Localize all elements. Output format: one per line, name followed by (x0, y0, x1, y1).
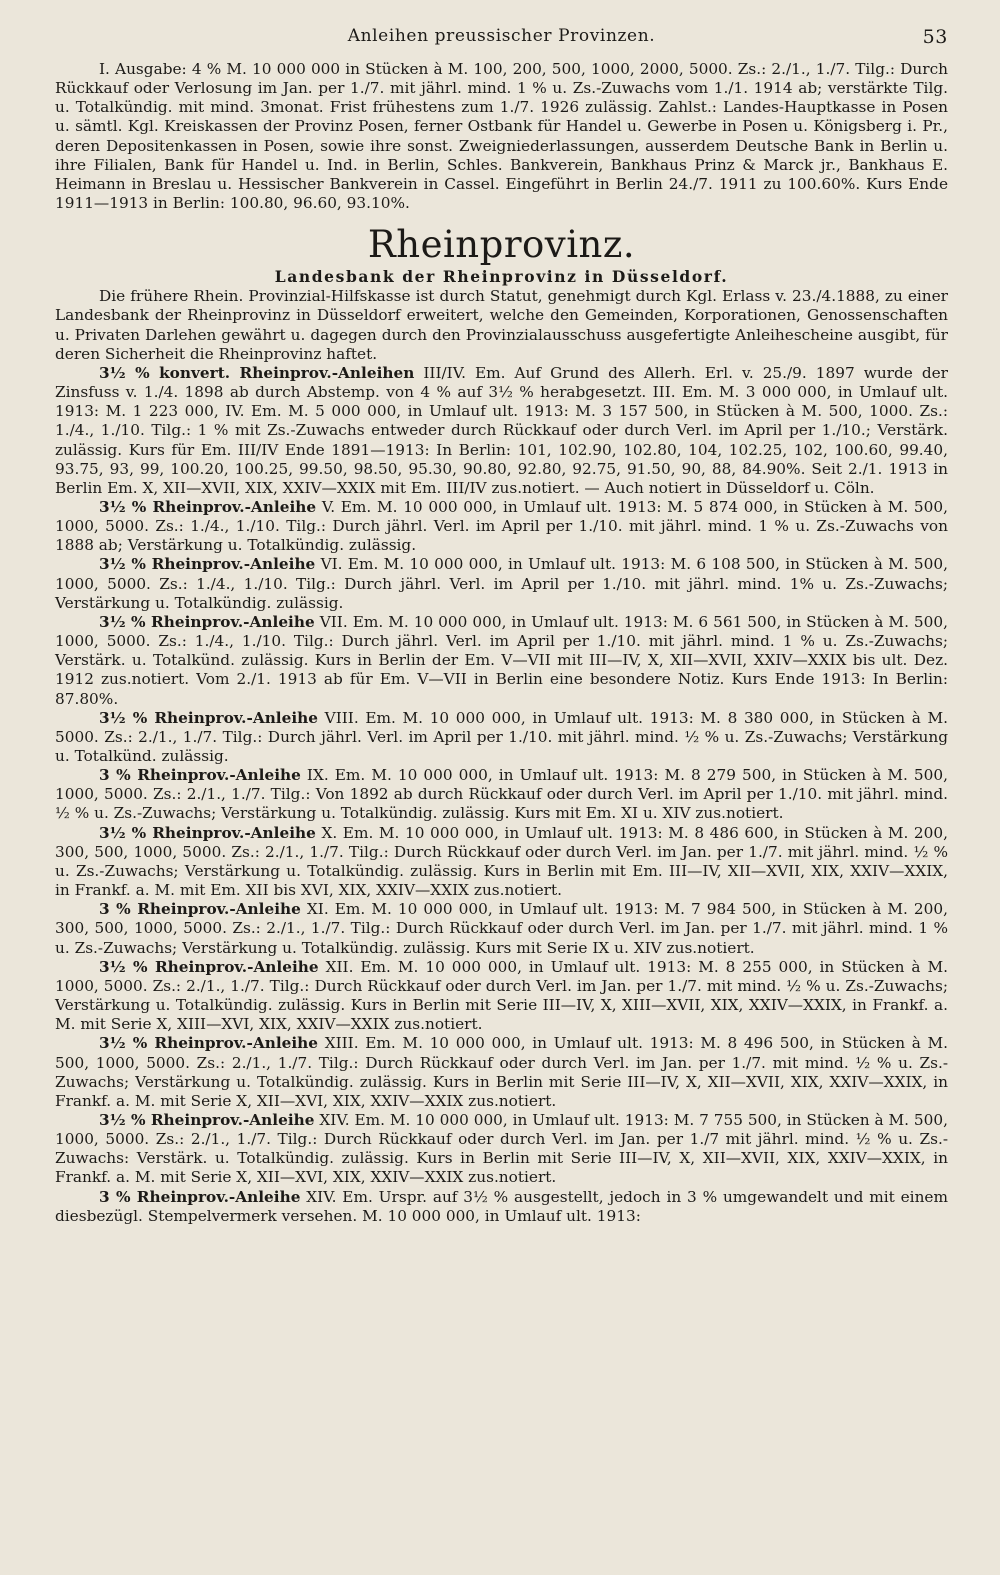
entry-text: X. Em. M. 10 000 000, in Umlauf ult. 1913: M. 8 486 600, in Stücken à M. 200, 300, 500, 1000, 5000. Zs.: 2./1., 1./7. Tilg.: Durch Rückkauf oder durch Verl. im Jan. per 1./7. mit jährl. mind. ½ % u. Zs.-Zuwachs; Verstärkung u. Totalkündig. zulässig. Kurs in Berlin mit Em. III—IV, XII—XVII, XIX, XXIV—XXIX, in Frankf. a. M. mit Em. XII bis XVI, XIX, XXIV—XXIX zus.notiert. (55, 823, 948, 900)
intro-paragraph: I. Ausgabe: 4 % M. 10 000 000 in Stücken à M. 100, 200, 500, 1000, 2000, 5000. Zs.: 2./1., 1./7. Tilg.: Durch Rückkauf oder Verlosung im Jan. per 1./7. mit jährl. mind. 1 % u. Zs.-Zuwachs vom 1./1. 1914 ab; verstärkte Tilg. u. Totalkündig. mit mind. 3monat. Frist frühestens zum 1./7. 1926 zulässig. Zahlst.: Landes-Hauptkasse in Posen u. sämtl. Kgl. Kreiskassen der Provinz Posen, ferner Ostbank für Handel u. Gewerbe in Posen u. Königsberg i. Pr., deren Depositenkassen in Posen, sowie ihre sonst. Zweigniederlassungen, ausserdem Deutsche Bank in Berlin u. ihre Filialen, Bank für Handel u. Ind. in Berlin, Schles. Bankverein, Bankhaus Prinz & Marck jr., Bankhaus E. Heimann in Breslau u. Hessischer Bankverein in Cassel. Eingeführt in Berlin 24./7. 1911 zu 100.60%. Kurs Ende 1911—1913 in Berlin: 100.80, 96.60, 93.10%. (55, 60, 948, 213)
entry-text: VI. Em. M. 10 000 000, in Umlauf ult. 1913: M. 6 108 500, in Stücken à M. 500, 1000, 5000. Zs.: 1./4., 1./10. Tilg.: Durch jährl. Verl. im April per 1./10. mit jährl. mind. 1% u. Zs.-Zuwachs; Verstärkung u. Totalkündig. zulässig. (55, 555, 948, 612)
entry-lead: 3½ % Rheinprov.-Anleihe (99, 708, 319, 727)
entry-paragraph (55, 900, 948, 957)
entry-text: XIV. Em. Urspr. auf 3½ % ausgestellt, jedoch in 3 % umgewandelt und mit einem diesbezügl. Stempelvermerk versehen. M. 10 000 000, in Umlauf ult. 1913: (55, 1187, 948, 1225)
entry-lead: 3½ % Rheinprov.-Anleihe (99, 497, 317, 516)
page-number: 53 (922, 26, 948, 48)
section-title: Rheinprovinz. (367, 223, 636, 267)
entry-paragraph (55, 824, 948, 901)
entry-text: IX. Em. M. 10 000 000, in Umlauf ult. 1913: M. 8 279 500, in Stücken à M. 500, 1000, 5000. Zs.: 2./1., 1./7. Tilg.: Von 1892 ab durch Rückkauf oder durch Verl. im April per 1./10. mit jährl. mind. ½ % u. Zs.-Zuwachs; Verstärkung u. Totalkündig. zulässig. Kurs mit Em. XI u. XIV zus.notiert. (55, 766, 948, 823)
entry-paragraph (55, 555, 948, 612)
entry-text: XIV. Em. M. 10 000 000, in Umlauf ult. 1913: M. 7 755 500, in Stücken à M. 500, 1000, 5000. Zs.: 2./1., 1./7. Tilg.: Durch Rückkauf oder durch Verl. im Jan. per 1./7 mit jährl. mind. ½ % u. Zs.-Zuwachs: Verstärk. u. Totalkündig. zulässig. Kurs in Berlin mit Serie III—IV, X, XII—XVII, XIX, XXIV—XXIX, in Frankf. a. M. mit Serie X, XII—XVI, XIX, XXIV—XXIX zus.notiert. (55, 1110, 948, 1187)
entry-lead: 3½ % konvert. Rheinprov.-Anleihen (99, 363, 415, 382)
entry-lead: 3½ % Rheinprov.-Anleihe (99, 823, 316, 842)
bank-intro-paragraph: Die frühere Rhein. Provinzial-Hilfskasse ist durch Statut, genehmigt durch Kgl. Erlass v. 23./4.1888, zu einer Landesbank der Rheinprovinz in Düsseldorf erweitert, welche den Gemeinden, Korporationen, Genossenschaften u. Privaten Darlehen gewährt u. dagegen durch den Provinzialausschuss ausgefertigte Anleihescheine ausgibt, für deren Sicherheit die Rheinprovinz haftet. (55, 287, 948, 363)
entry-lead: 3½ % Rheinprov.-Anleihe (99, 612, 315, 631)
entry-lead: 3½ % Rheinprov.-Anleihe (99, 957, 319, 976)
entry-paragraph (55, 1034, 948, 1111)
entry-paragraph (55, 709, 948, 766)
entry-text: V. Em. M. 10 000 000, in Umlauf ult. 1913: M. 5 874 000, in Stücken à M. 500, 1000, 5000. Zs.: 1./4., 1./10. Tilg.: Durch jährl. Verl. im April per 1./10. mit jährl. mind. 1 % u. Zs.-Zuwachs von 1888 ab; Verstärkung u. Totalkündig. zulässig. (55, 497, 948, 555)
entry-text: VII. Em. M. 10 000 000, in Umlauf ult. 1913: M. 6 561 500, in Stücken à M. 500, 1000, 5000. Zs.: 1./4., 1./10. Tilg.: Durch jährl. Verl. im April per 1./10. mit jährl. mind. 1 % u. Zs.-Zuwachs; Verstärk. u. Totalkünd. zulässig. Kurs in Berlin der Em. V—VII mit III—IV, X, XII—XVII, XXIV—XXIX bis ult. Dez. 1912 zus.notiert. Vom 2./1. 1913 ab für Em. V—VII in Berlin eine besondere Notiz. Kurs Ende 1913: In Berlin: 87.80%. (55, 612, 948, 708)
entry-lead: 3½ % Rheinprov.-Anleihe (99, 555, 316, 574)
entry-paragraph (55, 498, 948, 555)
entry-paragraph (55, 766, 948, 823)
entry-paragraph (55, 958, 948, 1035)
entry-text: VIII. Em. M. 10 000 000, in Umlauf ult. 1913: M. 8 380 000, in Stücken à M. 5000. Zs.: 2./1., 1./7. Tilg.: Durch jährl. Verl. im April per 1./10. mit jährl. mind. ½ % u. Zs.-Zuwachs; Verstärkung u. Totalkünd. zulässig. (55, 708, 949, 765)
entry-lead: 3½ % Rheinprov.-Anleihe (99, 1110, 315, 1129)
entry-paragraph (55, 364, 948, 498)
entry-text: XIII. Em. M. 10 000 000, in Umlauf ult. 1913: M. 8 496 500, in Stücken à M. 500, 1000, 5000. Zs.: 2./1., 1./7. Tilg.: Durch Rückkauf oder durch Verl. im Jan. per 1./7. mit mind. ½ % u. Zs.-Zuwachs; Verstärkung u. Totalkündig. zulässig. Kurs in Berlin mit Serie III—IV, X, XII—XVII, XIX, XXIV—XXIX, in Frankf. a. M. mit Serie X, XII—XVI, XIX, XXIV—XXIX zus.notiert. (55, 1034, 949, 1110)
running-head (55, 26, 948, 60)
entry-text: III/IV. Em. Auf Grund des Allerh. Erl. v. 25./9. 1897 wurde der Zinsfuss v. 1./4. 1898 ab durch Abstemp. von 4 % auf 3½ % herabgesetzt. III. Em. M. 3 000 000, in Umlauf ult. 1913: M. 1 223 000, IV. Em. M. 5 000 000, in Umlauf ult. 1913: M. 3 157 500, in Stücken à M. 500, 1000. Zs.: 1./4., 1./10. Tilg.: 1 % mit Zs.-Zuwachs entweder durch Rückkauf oder durch Verl. im April per 1./10.; Verstärk. zulässig. Kurs für Em. III/IV Ende 1891—1913: In Berlin: 101, 102.90, 102.80, 104, 102.25, 102, 100.60, 99.40, 93.75, 93, 99, 100.20, 100.25, 99.50, 98.50, 95.30, 90.80, 92.80, 92.75, 91.50, 90, 88, 84.90%. Seit 2./1. 1913 in Berlin Em. X, XII—XVII, XIX, XXIV—XXIX mit Em. III/IV zus.notiert. — Auch notiert in Düsseldorf u. Cöln. (55, 363, 948, 497)
page-header-title: Anleihen preussischer Provinzen. (347, 26, 656, 46)
entry-lead: 3 % Rheinprov.-Anleihe (99, 766, 301, 785)
entry-lead: 3½ % Rheinprov.-Anleihe (99, 1034, 319, 1053)
entry-paragraph (55, 1188, 948, 1226)
entry-lead: 3 % Rheinprov.-Anleihe (99, 1187, 301, 1206)
entry-text: XII. Em. M. 10 000 000, in Umlauf ult. 1913: M. 8 255 000, in Stücken à M. 1000, 5000. Zs.: 2./1., 1./7. Tilg.: Durch Rückkauf oder durch Verl. im Jan. per 1./7. mit mind. ½ % u. Zs.-Zuwachs; Verstärkung u. Totalkündig. zulässig. Kurs in Berlin mit Serie III—IV, X, XIII—XVII, XIX, XXIV—XXIX, in Frankf. a. M. mit Serie X, XIII—XVI, XIX, XXIV—XXIX zus.notiert. (55, 957, 948, 1034)
entry-paragraph (55, 613, 948, 709)
body-text (55, 60, 948, 1226)
entry-paragraph (55, 1111, 948, 1188)
entry-text: XI. Em. M. 10 000 000, in Umlauf ult. 1913: M. 7 984 500, in Stücken à M. 200, 300, 500, 1000, 5000. Zs.: 2./1., 1./7. Tilg.: Durch Rückkauf oder durch Verl. im Jan. per 1./7. mit jährl. mind. 1 % u. Zs.-Zuwachs; Verstärkung u. Totalkündig. zulässig. Kurs mit Serie IX u. XIV zus.notiert. (55, 900, 948, 957)
entry-lead: 3 % Rheinprov.-Anleihe (99, 900, 301, 919)
bank-title: Landesbank der Rheinprovinz in Düsseldorf. (274, 267, 729, 287)
